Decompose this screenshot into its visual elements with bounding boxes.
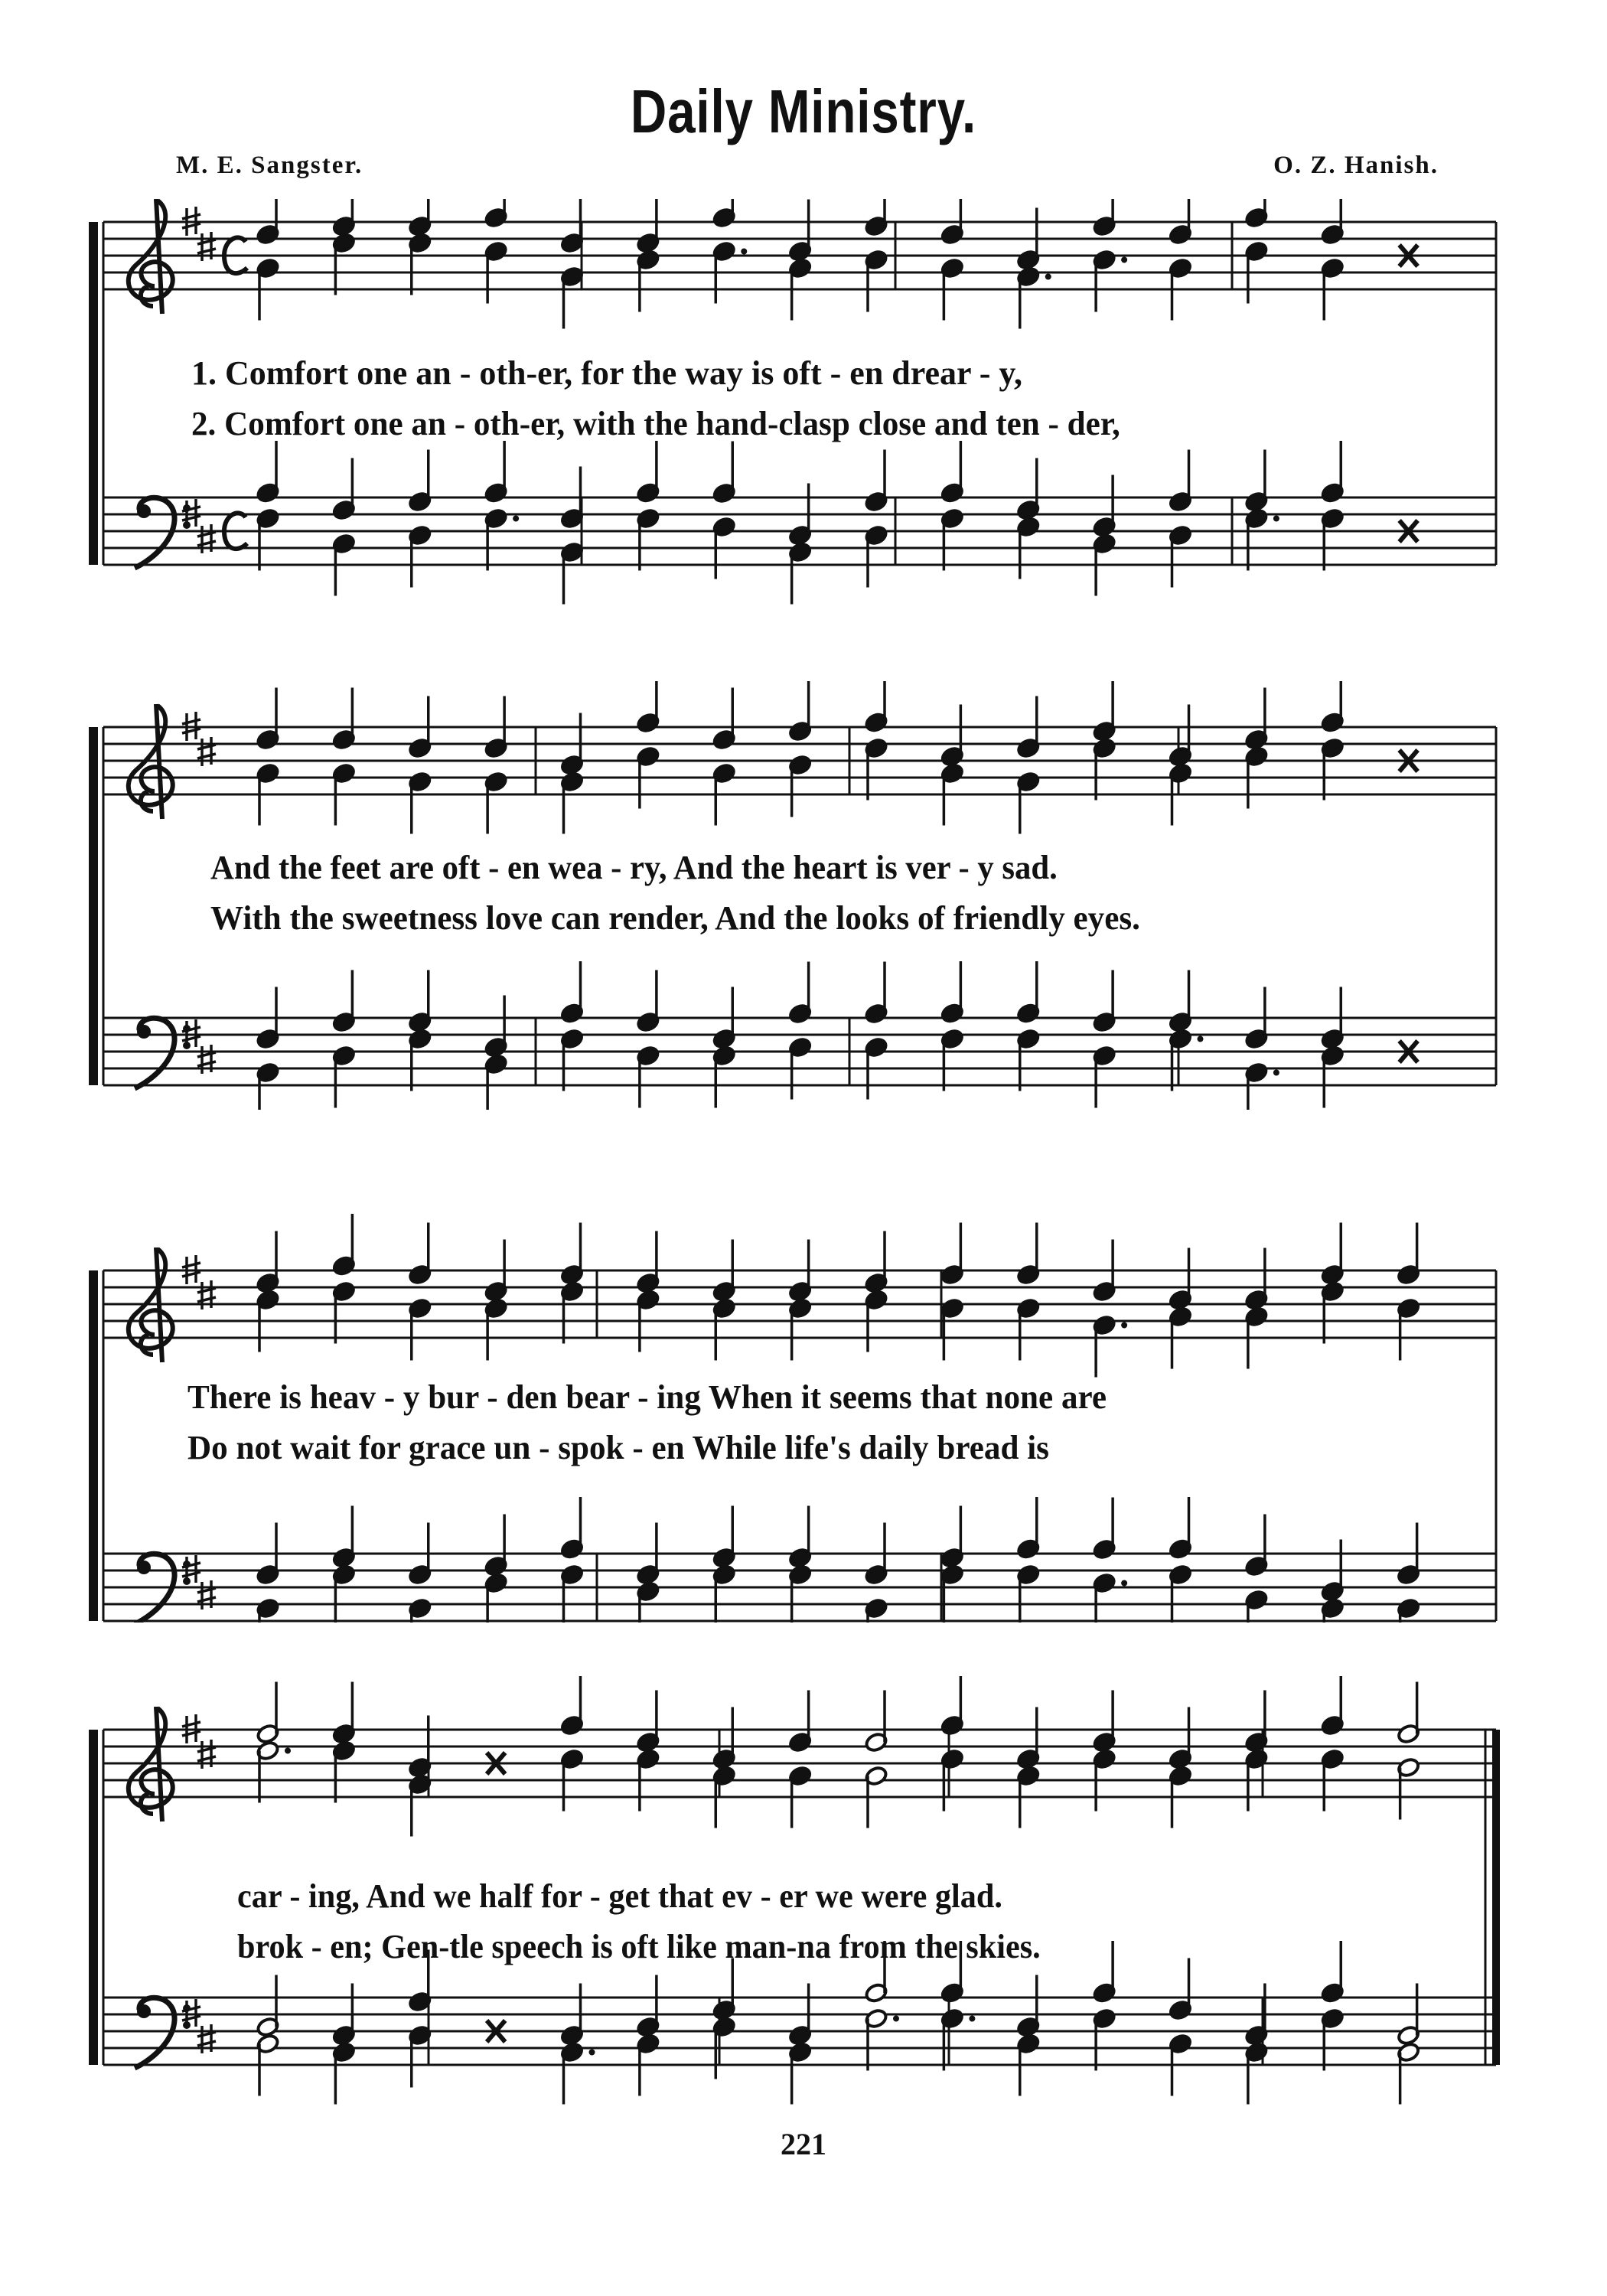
key-signature-sharps: [182, 207, 216, 261]
lyric-line-verse-1: car - ing, And we half for - get that ev - er we were glad.: [237, 1877, 1002, 1915]
key-signature-sharps: [182, 1714, 216, 1769]
page-number: 221: [781, 2127, 826, 2161]
lyric-line-verse-2: Do not wait for grace un - spok - en While life's daily bread is: [187, 1429, 1049, 1466]
dot: [1121, 257, 1127, 263]
lyric-line-verse-2: brok - en; Gen-tle speech is oft like man-na from the skies.: [237, 1928, 1041, 1965]
dot: [1121, 1322, 1127, 1329]
dot: [893, 2016, 899, 2022]
dot: [969, 2016, 975, 2022]
lyric-line-verse-2: 2. Comfort one an - oth-er, with the hand-clasp close and ten - der,: [191, 405, 1120, 442]
hymn-title: Daily Ministry.: [630, 77, 977, 145]
key-signature-sharps: [182, 1999, 216, 2053]
key-signature-sharps: [182, 1555, 216, 1609]
key-signature-sharps: [182, 1255, 216, 1309]
dot: [741, 249, 747, 255]
key-signature-sharps: [182, 499, 216, 553]
lyric-line-verse-1: There is heav - y bur - den bear - ing When it seems that none are: [187, 1378, 1107, 1416]
lyric-line-verse-1: 1. Comfort one an - oth-er, for the way is oft - en drear - y,: [191, 354, 1022, 392]
dot: [285, 1748, 291, 1754]
lyricist-credit: M. E. Sangster.: [176, 152, 363, 179]
dot: [1273, 1070, 1279, 1076]
treble-notes: [256, 1214, 1420, 1378]
dot: [589, 2050, 595, 2056]
music-system-2: [0, 681, 1607, 1110]
dot: [1198, 1036, 1204, 1042]
lyric-line-verse-1: And the feet are oft - en wea - ry, And the heart is ver - y sad.: [210, 849, 1058, 886]
composer-credit: O. Z. Hanish.: [1273, 152, 1439, 179]
key-signature-sharps: [182, 712, 216, 766]
dot: [1045, 274, 1051, 280]
dot: [1121, 1580, 1127, 1587]
lyric-line-verse-2: With the sweetness love can render, And the looks of friendly eyes.: [210, 899, 1140, 937]
key-signature-sharps: [182, 1019, 216, 1074]
treble-notes: [256, 681, 1417, 834]
dot: [513, 516, 519, 522]
dot: [1273, 516, 1279, 522]
bass-notes: [256, 441, 1417, 605]
treble-notes: [256, 199, 1417, 329]
treble-notes: [256, 1676, 1420, 1837]
